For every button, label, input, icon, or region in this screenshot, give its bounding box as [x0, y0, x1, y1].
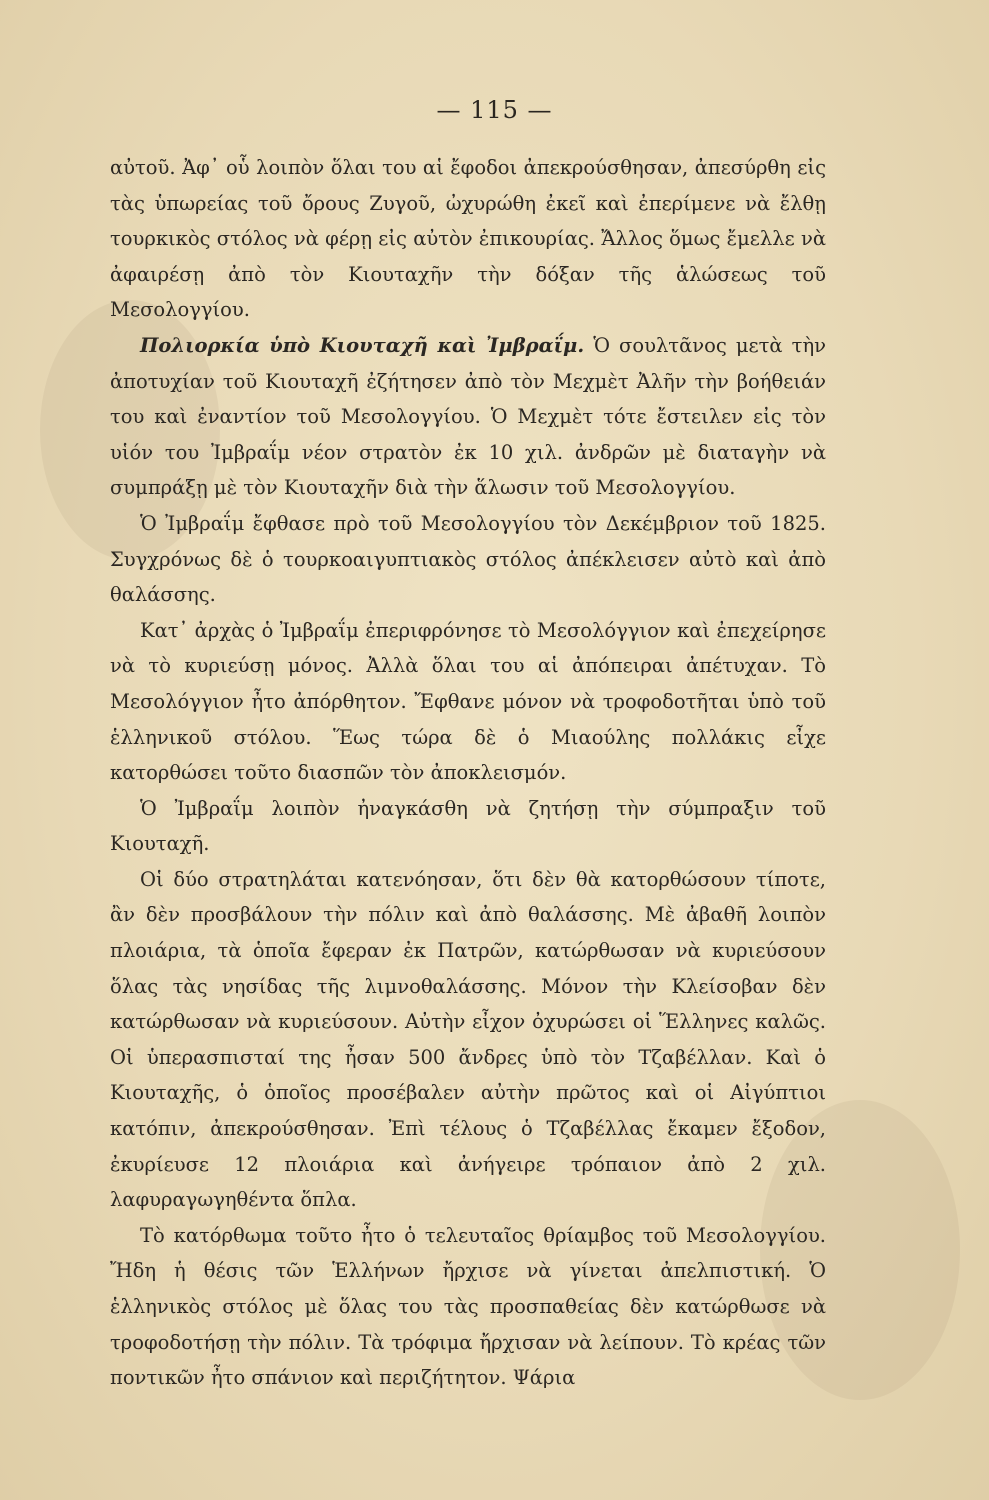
paragraph: αὐτοῦ. Ἀφ᾿ οὗ λοιπὸν ὅλαι του αἱ ἔφοδοι ἀπεκρούσθησαν, ἀπεσύρθη εἰς τὰς ὑπωρείας τοῦ ὄρους Ζυγοῦ, ὠχυρώθη ἐκεῖ καὶ ἐπερίμενε νὰ ἔλθῃ τουρκικὸς στόλος νὰ φέρῃ εἰς αὐτὸν ἐπικουρίας. Ἄλλος ὅμως ἔμελλε νὰ ἀφαιρέσῃ ἀπὸ τὸν Κιουταχῆν τὴν δόξαν τῆς ἁλώσεως τοῦ Μεσολογγίου.: [110, 156, 826, 322]
paragraph: Ὁ Ἰμβραΐμ λοιπὸν ἠναγκάσθη νὰ ζητήσῃ τὴν σύμπραξιν τοῦ Κιουταχῆ.: [110, 796, 826, 856]
section-heading: Πολιορκία ὑπὸ Κιουταχῆ καὶ Ἰμβραΐμ.: [140, 333, 585, 357]
page-number: — 115 —: [436, 96, 553, 124]
paragraph: Ὁ Ἰμβραΐμ ἔφθασε πρὸ τοῦ Μεσολογγίου τὸν Δεκέμβριον τοῦ 1825. Συγχρόνως δὲ ὁ τουρκοαιγυπτιακὸς στόλος ἀπέκλεισεν αὐτὸ καὶ ἀπὸ θαλάσσης.: [110, 511, 826, 607]
paragraph-text: Ὁ σουλτᾶνος μετὰ τὴν ἀποτυχίαν τοῦ Κιουταχῆ ἐζήτησεν ἀπὸ τὸν Μεχμὲτ Ἀλῆν τὴν βοήθειάν του καὶ ἐναντίον τοῦ Μεσολογγίου. Ὁ Μεχμὲτ τότε ἔστειλεν εἰς τὸν υἱόν του Ἰμβραΐμ νέον στρατὸν ἐκ 10 χιλ. ἀνδρῶν μὲ διαταγὴν νὰ συμπράξῃ μὲ τὸν Κιουταχῆν διὰ τὴν ἅλωσιν τοῦ Μεσολογγίου.: [110, 333, 826, 500]
paragraph: Κατ᾿ ἀρχὰς ὁ Ἰμβραΐμ ἐπεριφρόνησε τὸ Μεσολόγγιον καὶ ἐπεχείρησε νὰ τὸ κυριεύσῃ μόνος. Ἀλλὰ ὅλαι του αἱ ἀπόπειραι ἀπέτυχαν. Τὸ Μεσολόγγιον ἦτο ἀπόρθητον. Ἔφθανε μόνον νὰ τροφοδοτῆται ὑπὸ τοῦ ἑλληνικοῦ στόλου. Ἕως τώρα δὲ ὁ Μιαούλης πολλάκις εἶχε κατορθώσει τοῦτο διασπῶν τὸν ἀποκλεισμόν.: [110, 618, 826, 785]
paragraph: Τὸ κατόρθωμα τοῦτο ἦτο ὁ τελευταῖος θρίαμβος τοῦ Μεσολογγίου. Ἤδη ἡ θέσις τῶν Ἑλλήνων ἤρχισε νὰ γίνεται ἀπελπιστική. Ὁ ἑλληνικὸς στόλος μὲ ὅλας του τὰς προσπαθείας δὲν κατώρθωσε νὰ τροφοδοτήσῃ τὴν πόλιν. Τὰ τρόφιμα ἤρχισαν νὰ λείπουν. Τὸ κρέας τῶν ποντικῶν ἦτο σπάνιον καὶ περιζήτητον. Ψάρια: [110, 1223, 826, 1390]
body-text: [110, 150, 826, 1396]
paragraph: [110, 328, 826, 506]
paragraph: Οἱ δύο στρατηλάται κατενόησαν, ὅτι δὲν θὰ κατορθώσουν τίποτε, ἂν δὲν προσβάλουν τὴν πόλιν καὶ ἀπὸ θαλάσσης. Μὲ ἀβαθῆ λοιπὸν πλοιάρια, τὰ ὁποῖα ἔφεραν ἐκ Πατρῶν, κατώρθωσαν νὰ κυριεύσουν ὅλας τὰς νησίδας τῆς λιμνοθαλάσσης. Μόνον τὴν Κλείσοβαν δὲν κατώρθωσαν νὰ κυριεύσουν. Αὐτὴν εἶχον ὀχυρώσει οἱ Ἕλληνες καλῶς. Οἱ ὑπερασπισταί της ἦσαν 500 ἄνδρες ὑπὸ τὸν Τζαβέλλαν. Καὶ ὁ Κιουταχῆς, ὁ ὁποῖος προσέβαλεν αὐτὴν πρῶτος καὶ οἱ Αἰγύπτιοι κατόπιν, ἀπεκρούσθησαν. Ἐπὶ τέλους ὁ Τζαβέλλας ἔκαμεν ἔξοδον, ἐκυρίευσε 12 πλοιάρια καὶ ἀνήγειρε τρόπαιον ἀπὸ 2 χιλ. λαφυραγωγηθέντα ὅπλα.: [110, 867, 826, 1212]
